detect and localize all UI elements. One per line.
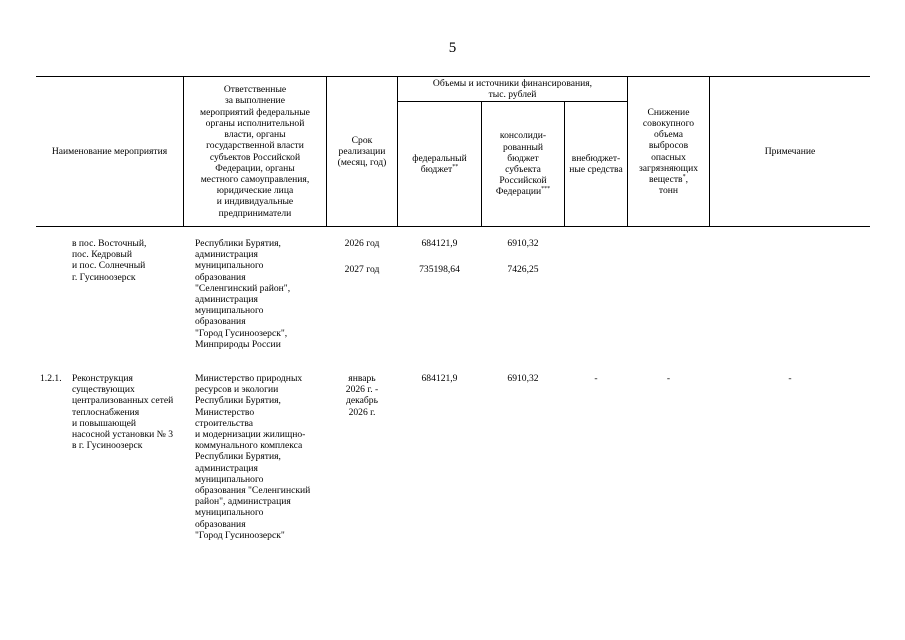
header-extrabudget: внебюджет- ные средства <box>569 152 623 175</box>
header-responsible: Ответственные за выполнение мероприятий федеральные органы исполнительной власти, органы государственной власти субъектов Российской Федерации, органы местного самоуправления, юридические лица и индивидуальные предприниматели <box>200 84 310 219</box>
header-consolidated <box>482 102 564 226</box>
header-federal-footnote-mark: ** <box>452 163 459 170</box>
header-federal <box>398 102 481 226</box>
row-consolidated: 6910,32 <box>507 373 539 384</box>
table-header-bottom-border <box>36 226 870 227</box>
header-reduction-footnote-mark: * <box>682 173 686 180</box>
row-responsible: Министерство природных ресурсов и экологии Республики Бурятия, Министерство строительства и модернизации жилищно- коммунального комплекса Республики Бурятия, администрация муниципального образования "Селенгинский район", администрация муниципального образования "Город Гусиноозерск" <box>195 373 311 541</box>
header-consolidated-label: консолиди- рованный бюджет субъекта Российской Федерации <box>495 130 547 198</box>
header-name: Наименование мероприятия <box>51 145 168 157</box>
page-number: 5 <box>448 40 457 56</box>
row-federal-2: 735198,64 <box>419 264 460 275</box>
row-number: 1.2.1. <box>40 373 62 384</box>
row-term: январь 2026 г. - декабрь 2026 г. <box>345 373 379 418</box>
header-reduction-unit: , тонн <box>658 173 688 197</box>
header-financing: Объемы и источники финансирования, тыс. рублей <box>432 77 593 100</box>
row-reduction: - <box>666 373 671 384</box>
row-consolidated-2: 7426,25 <box>507 264 539 275</box>
row-federal-1: 684121,9 <box>421 238 458 249</box>
row-term-2: 2027 год <box>344 264 380 275</box>
row-term-1: 2026 год <box>344 238 380 249</box>
header-consolidated-footnote-mark: *** <box>541 186 551 193</box>
header-note: Примечание <box>764 145 816 157</box>
row-responsible: Республики Бурятия, администрация муниципального образования "Селенгинский район", администрация муниципального образования "Город Гусиноозерск", Минприроды России <box>195 238 291 350</box>
row-name: Реконструкция существующих централизованных сетей теплоснабжения и повышающей насосной установки № 3 в г. Гусиноозерск <box>72 373 174 452</box>
row-consolidated-1: 6910,32 <box>507 238 539 249</box>
header-federal-label: федеральный бюджет <box>412 152 467 175</box>
header-reduction-label: Снижение совокупного объема выбросов опасных загрязняющих веществ <box>638 106 698 185</box>
row-note: - <box>788 373 792 384</box>
row-extrabudget: - <box>594 373 598 384</box>
header-reduction <box>628 77 709 226</box>
row-name: в пос. Восточный, пос. Кедровый и пос. Солнечный г. Гусиноозерск <box>72 238 147 283</box>
row-federal: 684121,9 <box>421 373 458 384</box>
header-term: Срок реализации (месяц, год) <box>337 134 387 169</box>
